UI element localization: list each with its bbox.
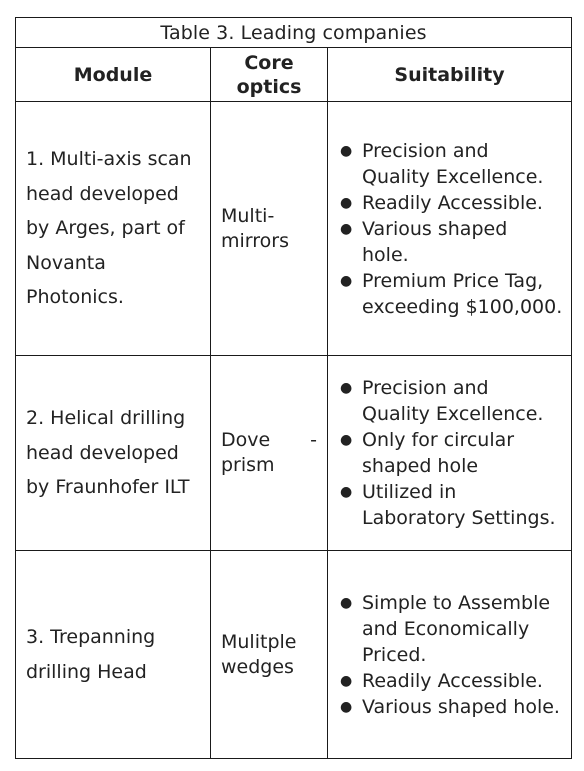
table-row (16, 102, 572, 356)
suitability-line: Readily Accessible. (362, 191, 543, 214)
list-item (336, 216, 565, 268)
module-line: by Fraunhofer ILT (26, 476, 190, 499)
module-line: Photonics. (26, 286, 124, 309)
list-item (336, 668, 565, 694)
list-item (336, 138, 565, 190)
suitability-line: and Economically (362, 617, 530, 640)
module-cell (16, 551, 211, 759)
bullet-icon: ● (340, 194, 353, 211)
suitability-line: hole. (362, 243, 409, 266)
optics-line (221, 428, 317, 453)
suitability-line: Only for circular (362, 429, 515, 451)
bullet-icon: ● (340, 484, 353, 500)
suitability-line: Laboratory Settings. (362, 507, 556, 529)
list-item (336, 694, 565, 720)
bullet-icon: ● (340, 594, 353, 611)
core-optics-cell (211, 102, 328, 356)
optics-line: Multi- (221, 204, 275, 227)
module-line: 2. Helical drilling (26, 407, 186, 430)
suitability-line: shaped hole (362, 455, 479, 477)
suitability-line: Precision and (362, 377, 489, 399)
module-line: drilling Head (26, 660, 147, 683)
list-item (336, 590, 565, 668)
suitability-cell (328, 551, 572, 759)
module-line: head developed (26, 441, 179, 464)
list-item (336, 427, 565, 479)
suitability-line: exceeding $100,000. (362, 295, 563, 318)
suitability-list (336, 590, 565, 720)
optics-hyphen: - (310, 429, 317, 451)
bullet-icon: ● (340, 142, 353, 159)
bullet-icon: ● (340, 432, 353, 448)
module-line: by Arges, part of (26, 217, 185, 240)
header-core-optics (211, 48, 328, 102)
bullet-icon: ● (340, 272, 353, 289)
module-cell (16, 102, 211, 356)
suitability-line: Premium Price Tag, (362, 269, 544, 292)
suitability-line: Quality Excellence. (362, 403, 544, 425)
header-core-optics-line2: optics (236, 75, 302, 98)
suitability-line: Quality Excellence. (362, 165, 544, 188)
module-line: head developed (26, 182, 179, 205)
header-core-optics-line1: Core (244, 51, 294, 74)
optics-line: prism (221, 454, 275, 476)
table-row (16, 551, 572, 759)
suitability-line: Priced. (362, 643, 427, 666)
core-optics-cell (211, 551, 328, 759)
bullet-icon: ● (340, 220, 353, 237)
suitability-line: Utilized in (362, 481, 457, 503)
suitability-line: Readily Accessible. (362, 669, 543, 692)
optics-line: wedges (221, 655, 294, 678)
bullet-icon: ● (340, 672, 353, 689)
suitability-cell (328, 102, 572, 356)
suitability-cell (328, 356, 572, 551)
list-item (336, 375, 565, 427)
header-module: Module (16, 48, 211, 102)
module-cell (16, 356, 211, 551)
table-row (16, 356, 572, 551)
leading-companies-table (15, 17, 572, 759)
suitability-line: Various shaped (362, 217, 508, 240)
module-line: 3. Trepanning (26, 626, 156, 648)
suitability-line: Precision and (362, 139, 489, 162)
module-line: Novanta (26, 251, 106, 274)
optics-line: mirrors (221, 229, 289, 252)
suitability-list (336, 138, 565, 320)
module-line: 1. Multi-axis scan (26, 148, 192, 171)
suitability-list (336, 375, 565, 531)
bullet-icon: ● (340, 698, 353, 715)
suitability-line: Various shaped hole. (362, 695, 560, 718)
list-item (336, 479, 565, 531)
optics-word: Dove (221, 429, 271, 451)
list-item (336, 268, 565, 320)
bullet-icon: ● (340, 380, 353, 396)
list-item (336, 190, 565, 216)
header-suitability: Suitability (328, 48, 572, 102)
table-caption: Table 3. Leading companies (16, 18, 572, 48)
core-optics-cell (211, 356, 328, 551)
optics-line: Mulitple (221, 630, 297, 653)
suitability-line: Simple to Assemble (362, 591, 551, 614)
